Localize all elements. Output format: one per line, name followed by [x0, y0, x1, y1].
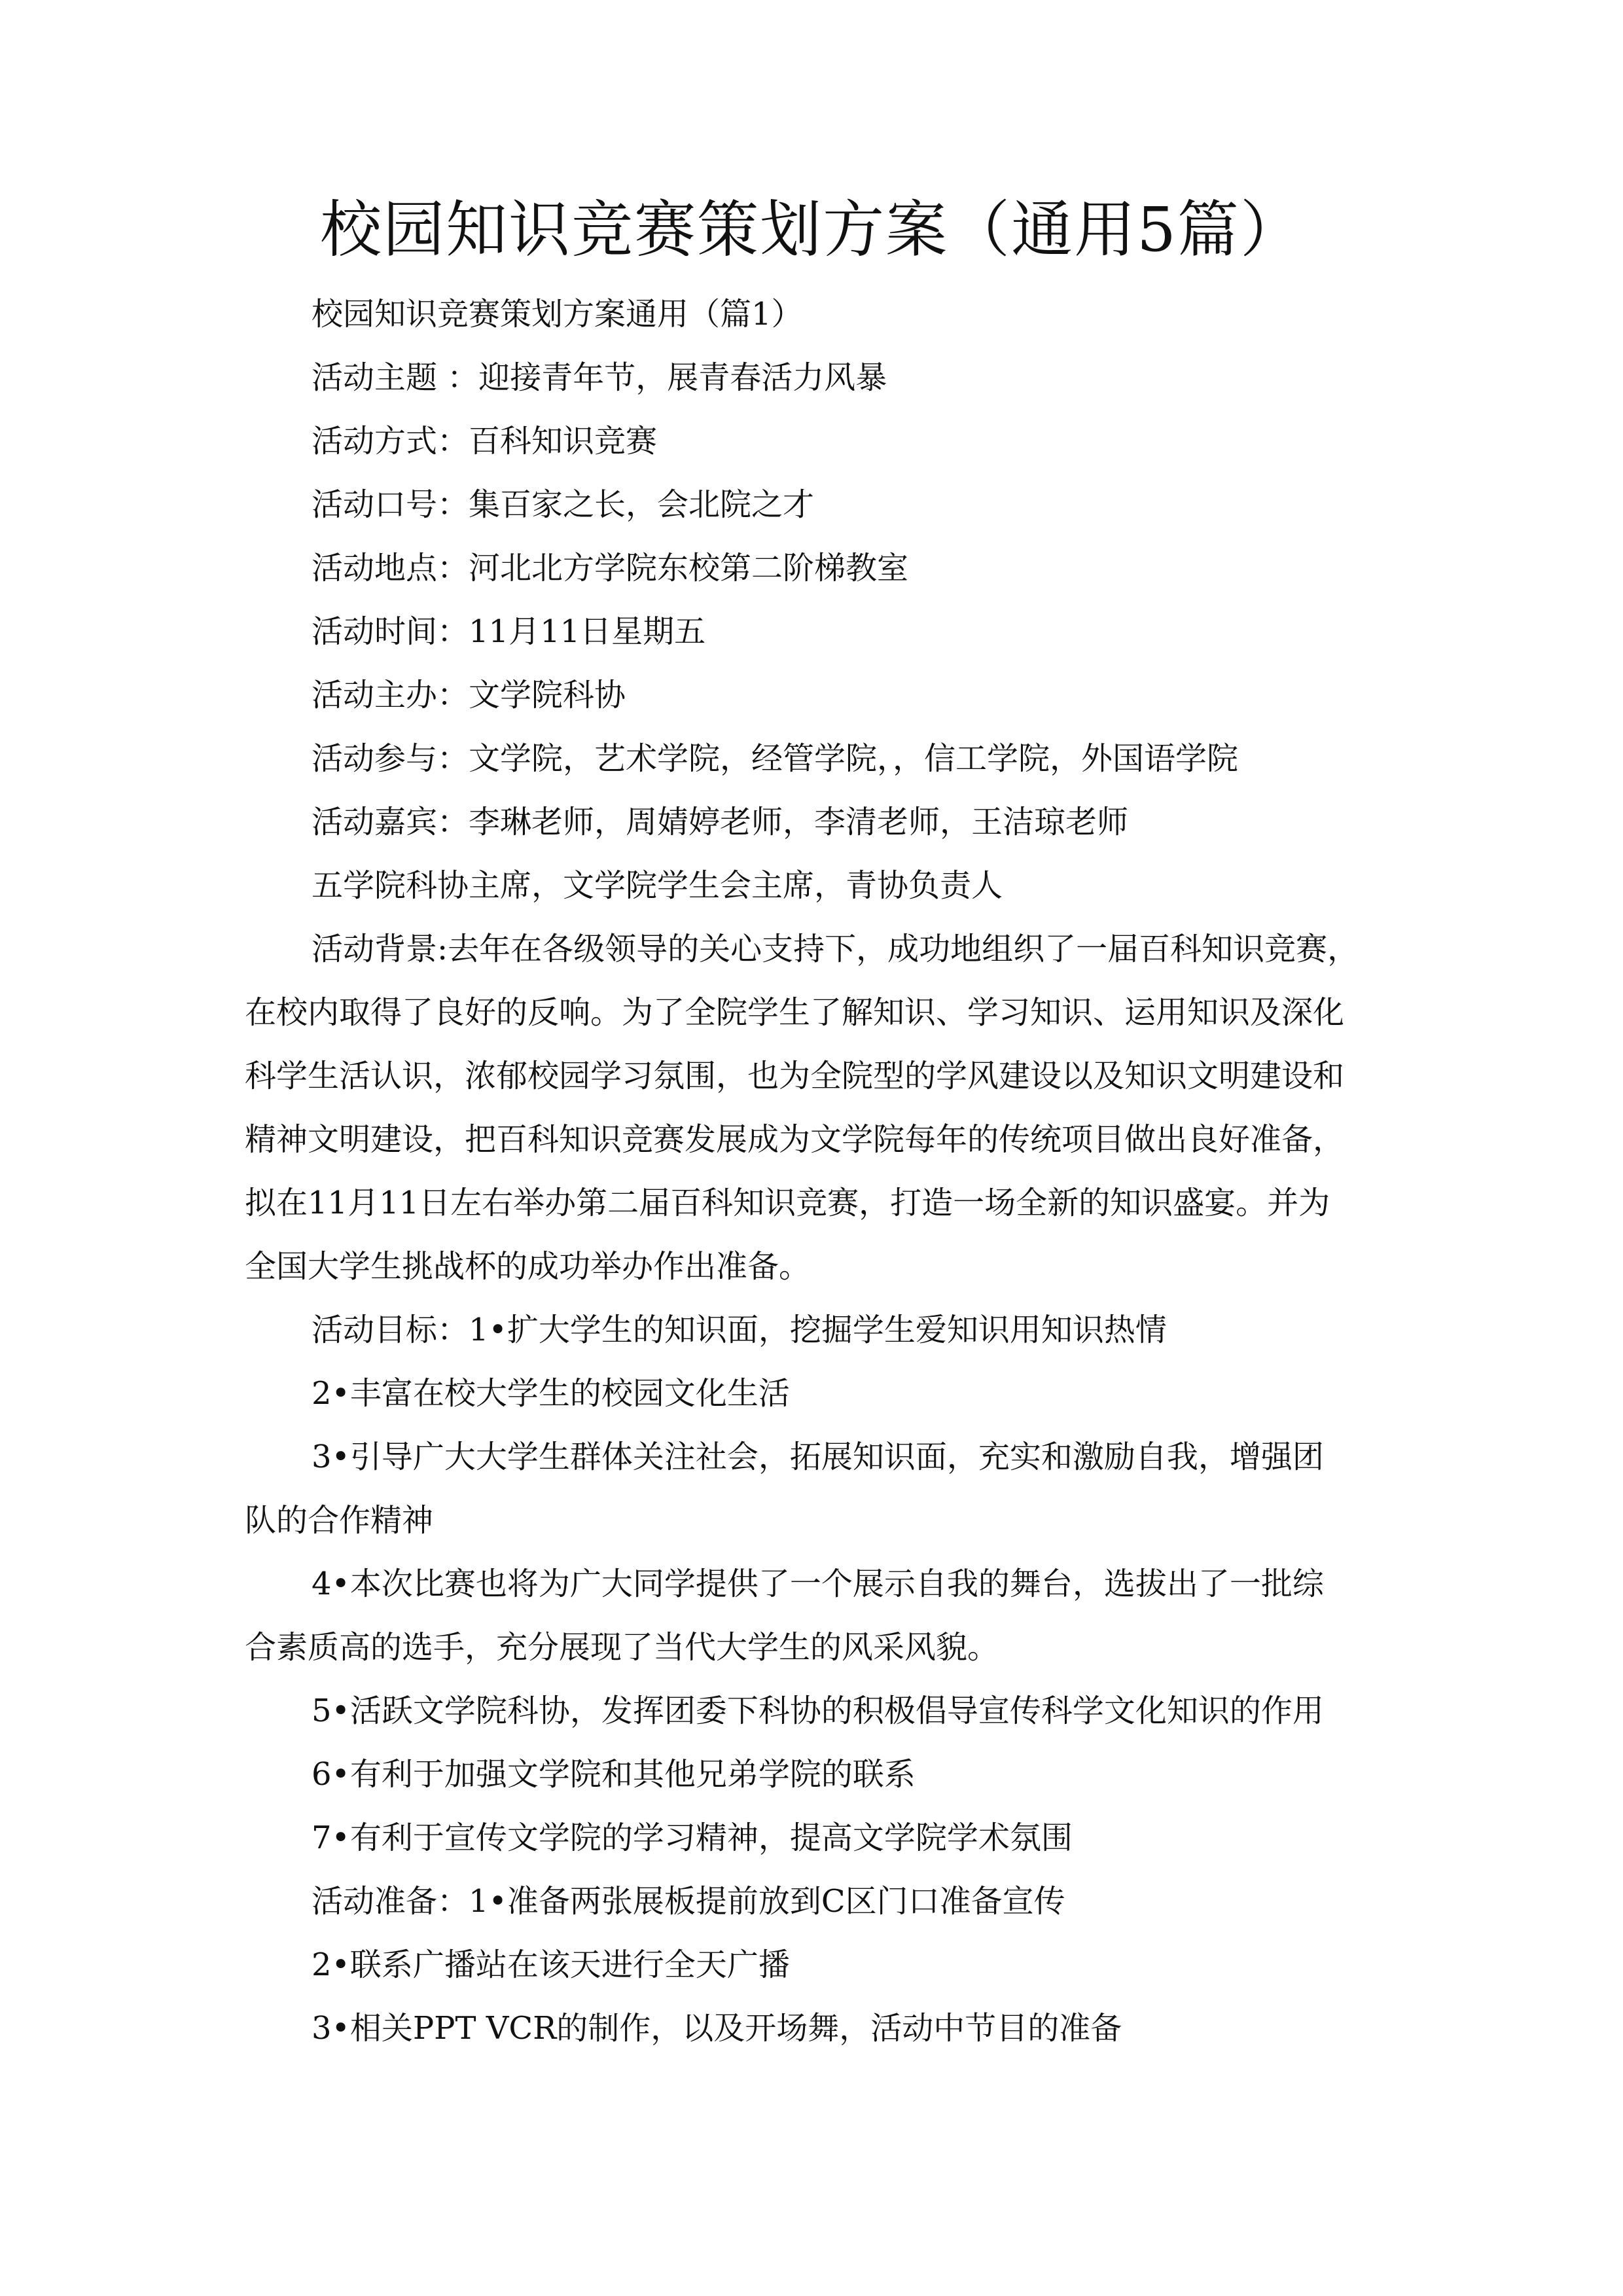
paragraph-line: 拟在11月11日左右举办第二届百科知识竞赛，打造一场全新的知识盛宴。并为: [245, 1185, 1330, 1221]
document-title: 校园知识竞赛策划方案（通用5篇）: [320, 194, 1303, 266]
paragraph-line: 活动地点：河北北方学院东校第二阶梯教室: [312, 550, 909, 586]
paragraph-line: 6•有利于加强文学院和其他兄弟学院的联系: [312, 1756, 916, 1793]
paragraph-line: 2•联系广播站在该天进行全天广播: [312, 1946, 790, 1983]
paragraph-line: 五学院科协主席，文学院学生会主席，青协负责人: [312, 867, 1003, 904]
paragraph-line: 在校内取得了良好的反响。为了全院学生了解知识、学习知识、运用知识及深化: [245, 994, 1345, 1031]
paragraph-line: 活动准备：1•准备两张展板提前放到C区门口准备宣传: [312, 1883, 1065, 1920]
paragraph-line: 活动目标：1•扩大学生的知识面，挖掘学生爱知识用知识热情: [312, 1312, 1167, 1348]
paragraph-line: 活动主办：文学院科协: [312, 677, 626, 713]
paragraph-line: 3•相关PPT VCR的制作，以及开场舞，活动中节目的准备: [312, 2010, 1122, 2047]
paragraph-line: 5•活跃文学院科协，发挥团委下科协的积极倡导宣传科学文化知识的作用: [312, 1693, 1324, 1729]
section-heading: 校园知识竞赛策划方案通用（篇1）: [312, 296, 803, 332]
paragraph-line: 3•引导广大大学生群体关注社会，拓展知识面，充实和激励自我，增强团: [312, 1439, 1324, 1475]
paragraph-line: 活动参与：文学院，艺术学院，经管学院，，信工学院，外国语学院: [312, 740, 1239, 777]
paragraph-line: 活动背景:去年在各级领导的关心支持下，成功地组织了一届百科知识竞赛，: [312, 931, 1359, 967]
paragraph-line: 全国大学生挑战杯的成功举办作出准备。: [245, 1248, 811, 1285]
paragraph-line: 科学生活认识，浓郁校园学习氛围，也为全院型的学风建设以及知识文明建设和: [245, 1058, 1345, 1094]
paragraph-line: 活动嘉宾：李琳老师，周婧婷老师，李清老师，王洁琼老师: [312, 804, 1129, 840]
paragraph-line: 2•丰富在校大学生的校园文化生活: [312, 1375, 790, 1412]
paragraph-line: 队的合作精神: [245, 1502, 434, 1539]
paragraph-line: 4•本次比赛也将为广大同学提供了一个展示自我的舞台，选拔出了一批综: [312, 1566, 1324, 1602]
paragraph-line: 7•有利于宣传文学院的学习精神，提高文学院学术氛围: [312, 1820, 1073, 1856]
paragraph-line: 活动口号：集百家之长，会北院之才: [312, 486, 815, 523]
paragraph-line: 活动主题 ：迎接青年节，展青春活力风暴: [312, 359, 887, 396]
paragraph-line: 合素质高的选手，充分展现了当代大学生的风采风貌。: [245, 1629, 999, 1666]
paragraph-line: 活动方式：百科知识竞赛: [312, 423, 658, 459]
paragraph-line: 活动时间：11月11日星期五: [312, 613, 706, 650]
paragraph-line: 精神文明建设，把百科知识竞赛发展成为文学院每年的传统项目做出良好准备，: [245, 1121, 1345, 1158]
